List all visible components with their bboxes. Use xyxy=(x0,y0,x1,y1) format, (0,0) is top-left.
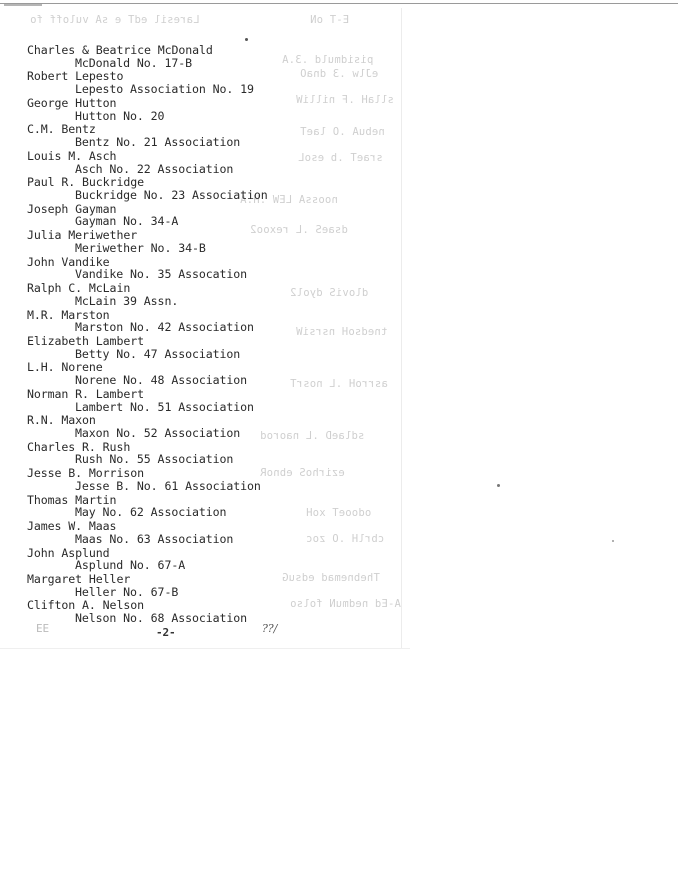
entry-association: Heller No. 67-B xyxy=(75,584,179,599)
entry-name: R.N. Maxon xyxy=(27,413,96,428)
bleed-through-text: ezirhoS ebnoR xyxy=(260,467,345,479)
entry-association: McLain 39 Assn. xyxy=(75,293,179,308)
entry-association: Maas No. 63 Association xyxy=(75,531,234,546)
entry-name: C.M. Bentz xyxy=(27,122,96,137)
entry-association: Buckridge No. 23 Association xyxy=(75,187,268,202)
bleed-through-text: dsaeS .L rexoo2 xyxy=(250,224,348,236)
bleed-through-text: Laresil edT e sA vuloff fo xyxy=(30,14,200,26)
bleed-through-text: noossA LEW .H.A xyxy=(240,194,338,206)
entry-association: Norene No. 48 Association xyxy=(75,373,248,388)
entry-name: Thomas Martin xyxy=(27,492,117,507)
entry-name: Charles & Beatrice McDonald xyxy=(27,43,213,57)
entry-name: M.R. Marston xyxy=(27,307,110,322)
entry-name: L.H. Norene xyxy=(27,360,103,375)
entry-association: Hutton No. 20 xyxy=(75,108,165,123)
bleed-through-text: E-T oN xyxy=(310,14,350,26)
entry-name: Robert Lepesto xyxy=(27,69,124,84)
entry-name: James W. Maas xyxy=(27,519,117,534)
entry-association: Asch No. 22 Association xyxy=(75,161,234,176)
entry-name: Louis M. Asch xyxy=(27,148,117,163)
handwritten-mark: ??/ xyxy=(262,622,278,635)
bleed-through-text: asrroH .L nosrT xyxy=(290,378,388,390)
bleed-through-text: sllaH .F nilliW xyxy=(296,94,394,106)
entry-association: Vandike No. 35 Assocation xyxy=(75,267,248,282)
bleed-through-text: dloviS dyol2 xyxy=(290,287,369,299)
page-number: -2- xyxy=(156,626,176,639)
bleed-through-text: sdlaeD .L naorod xyxy=(260,430,365,442)
entry-name: Clifton A. Nelson xyxy=(27,598,144,613)
entry-association: Jesse B. No. 61 Association xyxy=(75,478,261,493)
footer-initials: EE xyxy=(36,622,50,635)
entry-association: Gayman No. 34-A xyxy=(75,214,179,229)
entry-association: May No. 62 Association xyxy=(75,505,227,520)
entry-association: Maxon No. 52 Association xyxy=(75,426,241,440)
entry-association: Marston No. 42 Association xyxy=(75,320,254,335)
entry-name: Margaret Heller xyxy=(27,572,131,586)
bleed-through-text: A-Ed nedmuN folso xyxy=(290,598,401,610)
entry-name: Julia Meriwether xyxy=(27,228,138,243)
entry-name: Elizabeth Lambert xyxy=(27,333,144,348)
entry-name: Jesse B. Morrison xyxy=(27,466,144,481)
bleed-through-text: Thebnemad edsuG xyxy=(282,572,380,584)
bleed-through-text: nebuA .O laeT xyxy=(300,126,385,138)
entry-association: Nelson No. 68 Association xyxy=(75,611,248,626)
bleed-through-text: eJlw .3 dnaO xyxy=(300,68,379,80)
entry-association: Lepesto Association No. 19 xyxy=(75,82,254,97)
bleed-through-text: sraeT .b esoL xyxy=(298,152,383,164)
entry-name: Paul R. Buckridge xyxy=(27,175,144,190)
entry-association: Lambert No. 51 Association xyxy=(75,399,254,414)
entry-name: Charles R. Rush xyxy=(27,439,131,454)
entry-association: Bentz No. 21 Association xyxy=(75,135,241,150)
bleed-through-text: pisidmuld .3.A xyxy=(282,54,374,66)
entry-name: Ralph C. McLain xyxy=(27,281,131,296)
entry-name: George Hutton xyxy=(27,95,117,110)
entry-name: Norman R. Lambert xyxy=(27,386,144,401)
entry-association: Meriwether No. 34-B xyxy=(75,240,206,255)
entry-name: John Asplund xyxy=(27,545,110,560)
bleed-through-text: odooeT xoH xyxy=(306,507,372,519)
entry-association: Betty No. 47 Association xyxy=(75,346,241,361)
entry-association: Asplund No. 67-A xyxy=(75,558,186,573)
entry-name: Joseph Gayman xyxy=(27,201,117,216)
bleed-through-text: tnedsoH nsrsiW xyxy=(296,326,388,338)
entry-association: McDonald No. 17-B xyxy=(75,55,192,70)
entry-association: Rush No. 55 Association xyxy=(75,452,234,467)
bleed-through-text: cbrlH .O zoc xyxy=(306,533,385,545)
entry-name: John Vandike xyxy=(27,254,110,269)
